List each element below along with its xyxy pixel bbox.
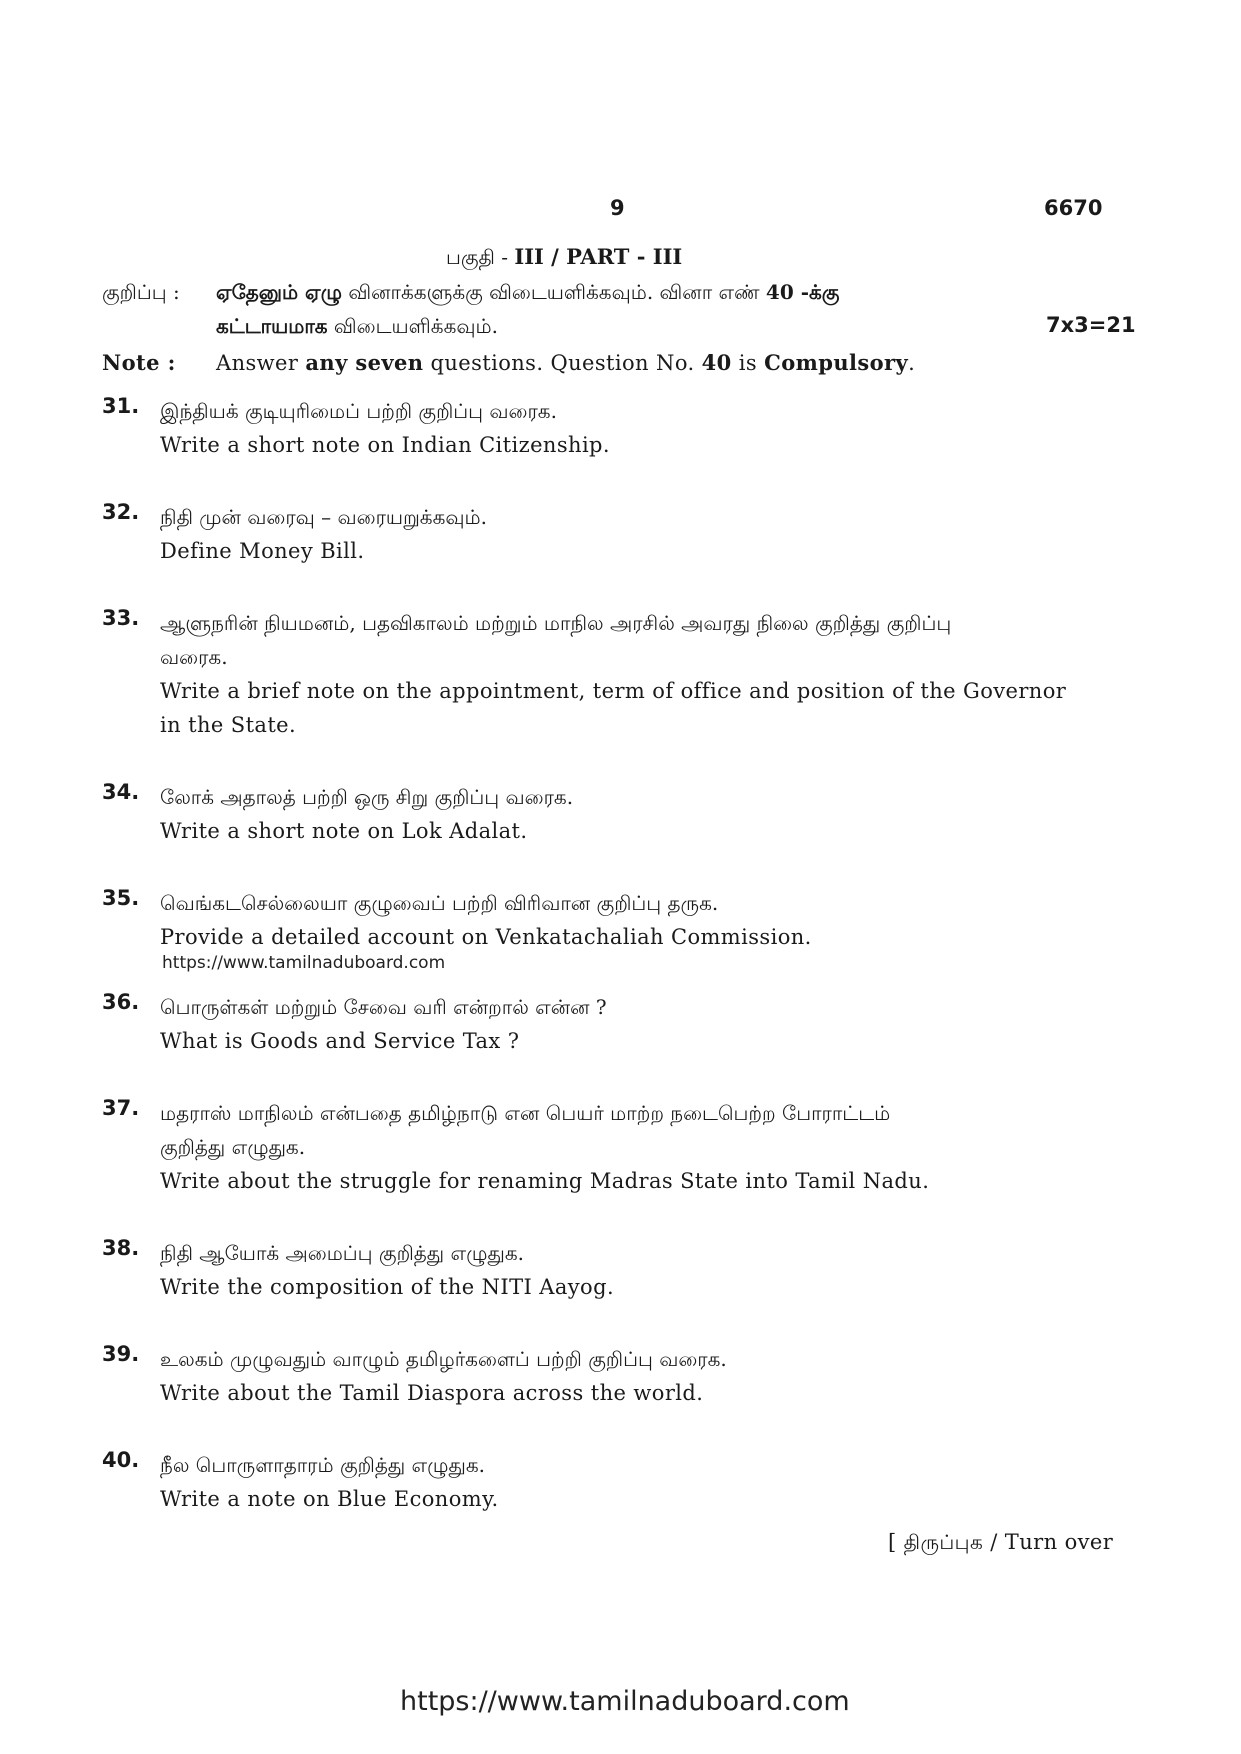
- question-text-english-cont: in the State.: [160, 713, 297, 737]
- note-text-end: .: [908, 351, 916, 375]
- part-heading-roman: III / PART - III: [514, 244, 683, 269]
- instruction-tamil-label: குறிப்பு :: [102, 280, 180, 304]
- question-text-english: What is Goods and Service Tax ?: [160, 1029, 520, 1053]
- instruction-q40-ta: 40 -க்கு: [765, 280, 840, 304]
- question-text-english: Write the composition of the NITI Aayog.: [160, 1275, 615, 1299]
- question-text-english: Define Money Bill.: [160, 539, 365, 563]
- question-text-tamil: ஆளுநரின் நியமனம், பதவிகாலம் மற்றும் மாநில அரசில் அவரது நிலை குறித்து குறிப்பு: [160, 611, 952, 635]
- note-text: [216, 350, 915, 375]
- question-text-tamil: பொருள்கள் மற்றும் சேவை வரி என்றால் என்ன ?: [160, 995, 607, 1019]
- note-compulsory: Compulsory: [764, 350, 909, 375]
- question-text-tamil: மதராஸ் மாநிலம் என்பதை தமிழ்நாடு என பெயர் மாற்ற நடைபெற்ற போராட்டம்: [160, 1101, 891, 1125]
- question-text-english: Write a note on Blue Economy.: [160, 1487, 499, 1511]
- instruction-tamil-line2: [216, 314, 498, 341]
- note-any-seven: any seven: [305, 350, 424, 375]
- question-text-english: Write a short note on Lok Adalat.: [160, 819, 528, 843]
- turn-over-tamil: திருப்புக: [903, 1530, 984, 1554]
- instruction-compulsory-ta: கட்டாயமாக: [216, 314, 328, 338]
- question-text-tamil: நிதி ஆயோக் அமைப்பு குறித்து எழுதுக.: [160, 1241, 524, 1265]
- question-text-english: Write a short note on Indian Citizenship.: [160, 433, 610, 457]
- question-number: 36.: [102, 990, 140, 1014]
- part-heading: [446, 244, 682, 272]
- note-question-number: 40: [701, 350, 732, 375]
- instruction-tamil-line1: [216, 280, 839, 307]
- question-text-tamil-cont: குறித்து எழுதுக.: [160, 1135, 306, 1159]
- turn-over-separator: /: [983, 1530, 1005, 1554]
- question-text-tamil: வெங்கடசெல்லையா குழுவைப் பற்றி விரிவான குறிப்பு தருக.: [160, 891, 719, 915]
- question-text-english: Write about the struggle for renaming Madras State into Tamil Nadu.: [160, 1169, 930, 1193]
- note-label: Note :: [102, 350, 176, 375]
- turn-over: [888, 1530, 1113, 1557]
- question-number: 33.: [102, 606, 140, 630]
- question-text-tamil-cont: வரைக.: [160, 645, 228, 669]
- question-number: 31.: [102, 394, 140, 418]
- question-text-english: Write about the Tamil Diaspora across the world.: [160, 1381, 704, 1405]
- paper-code: 6670: [1044, 196, 1103, 220]
- footer-url: https://www.tamilnaduboard.com: [400, 1686, 850, 1717]
- question-number: 32.: [102, 500, 140, 524]
- page-number: 9: [610, 196, 625, 220]
- note-text-is: is: [731, 351, 765, 375]
- turn-over-bracket: [: [888, 1530, 904, 1554]
- question-text-tamil: நீல பொருளாதாரம் குறித்து எழுதுக.: [160, 1453, 486, 1477]
- instruction-line2-text: விடையளிக்கவும்.: [327, 314, 498, 338]
- question-text-tamil: நிதி முன் வரைவு – வரையறுக்கவும்.: [160, 505, 487, 529]
- note-text-mid: questions. Question No.: [423, 351, 702, 375]
- question-text-tamil: இந்தியக் குடியுரிமைப் பற்றி குறிப்பு வரைக.: [160, 399, 557, 423]
- instruction-any-seven-ta: ஏதேனும் ஏழு: [216, 280, 342, 304]
- question-text-tamil: லோக் அதாலத் பற்றி ஒரு சிறு குறிப்பு வரைக.: [160, 785, 574, 809]
- question-number: 34.: [102, 780, 140, 804]
- question-text-english: Provide a detailed account on Venkatachaliah Commission.: [160, 925, 812, 949]
- question-text-english: Write a brief note on the appointment, term of office and position of the Governor: [160, 679, 1067, 703]
- question-number: 37.: [102, 1096, 140, 1120]
- inline-watermark-url: https://www.tamilnaduboard.com: [162, 953, 446, 973]
- turn-over-english: Turn over: [1004, 1530, 1114, 1554]
- question-number: 35.: [102, 886, 140, 910]
- part-heading-tamil: பகுதி -: [446, 245, 515, 269]
- question-number: 38.: [102, 1236, 140, 1260]
- question-number: 40.: [102, 1448, 140, 1472]
- note-text-pre: Answer: [216, 351, 306, 375]
- marks-allocation: 7x3=21: [1046, 313, 1136, 337]
- question-number: 39.: [102, 1342, 140, 1366]
- instruction-line1-text: வினாக்களுக்கு விடையளிக்கவும். வினா எண்: [342, 280, 766, 304]
- question-text-tamil: உலகம் முழுவதும் வாழும் தமிழர்களைப் பற்றி குறிப்பு வரைக.: [160, 1347, 727, 1371]
